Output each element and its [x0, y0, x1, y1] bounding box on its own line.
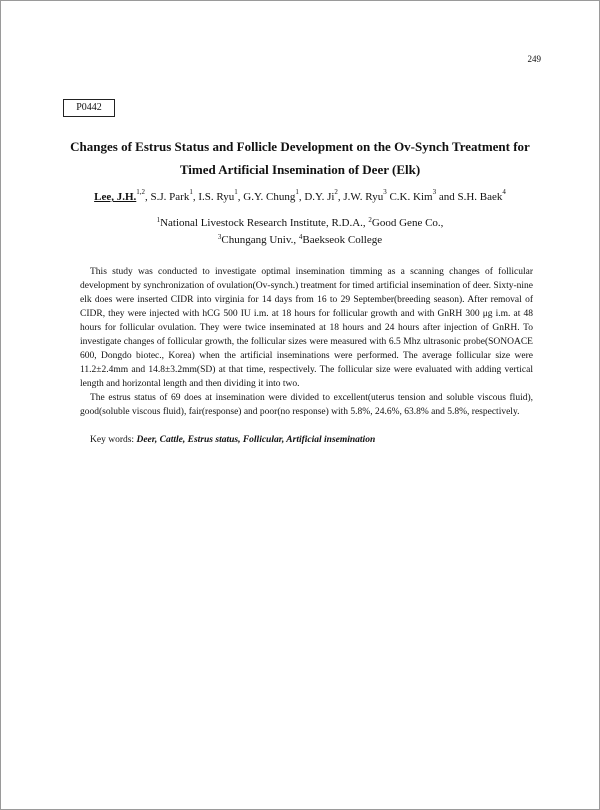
author-affiliation-mark: 3 [383, 188, 387, 196]
author-affiliation-mark: 1 [234, 188, 238, 196]
author-affiliation-mark: 2 [334, 188, 338, 196]
affiliation-text: Chungang Univ., [221, 234, 299, 246]
abstract-paragraph: This study was conducted to investigate optimal insemination timming as a scanning changes of follicular development by synchronization of ovulation(Ov-synch.) treatment for timed artificial insemination of deer. Sixty-nine elk does were inserted CIDR into virginia for 14 days from 16 to 29 September(breeding season). After removal of CIDR, they were injected with hCG 500 IU i.m. at 18 hours for follicular growth and with GnRH 300 μg i.m. at 48 hours for follicular ovulation. They were twice inseminated at 18 hours and 24 hours after injection of GnRH. To investigate changes of follicular growth, the follicular sizes were measured with 6.5 Mhz ultrasonic probe(SONOACE 600, Dongdo biotec., Korea) when the artificial inseminations were performed. The average follicular size were 11.2±2.4mm and 14.8±3.2mm(SD) at that time, respectively. The follicular size were evaluated with adding vertical length and horizontal length and then dividing it into two. [80, 267, 533, 389]
author-name: I.S. Ryu [198, 191, 235, 203]
affiliation-mark: 2 [368, 216, 372, 224]
affiliation-mark: 4 [298, 233, 303, 241]
author-name: S.H. Baek [457, 191, 503, 203]
author-affiliation-mark: 1 [295, 188, 299, 196]
author-name: D.Y. Ji [304, 191, 335, 203]
author-name: Lee, J.H. [94, 191, 137, 203]
affiliation-list [40, 215, 560, 249]
author-list: Lee, J.H.$^{1,2}$, S.J. Park$^1$, I.S. Ryu$^1$, G.Y. Chung$^1$, D.Y. Ji$^2$, J.W. Ryu$^3$ C.K. Kim$^3$ and S.H. Baek$^4$ [94, 188, 506, 203]
affiliation-text: Good Gene Co., [371, 217, 444, 229]
keywords-terms: Deer, Cattle, Estrus status, Follicular, Artificial insemination [136, 435, 376, 445]
author-conjunction: and [438, 191, 455, 203]
affiliation-text: National Livestock Research Institute, R.D.A., [160, 217, 369, 229]
affiliation-mark: 3 [217, 233, 222, 241]
author-name: G.Y. Chung [243, 191, 296, 203]
affiliation-line-2 [40, 232, 560, 249]
author-name: J.W. Ryu [343, 191, 384, 203]
abstract-body [80, 265, 533, 419]
affiliation-mark: 1 [156, 216, 161, 224]
author-affiliation-mark: 1,2 [136, 188, 146, 196]
author-affiliation-mark: 3 [432, 188, 437, 196]
paper-title [40, 135, 560, 181]
affiliation-text: Baekseok College [302, 234, 383, 246]
author-name: C.K. Kim [389, 191, 433, 203]
page-number: 249 [527, 54, 541, 64]
title-line-2: Timed Artificial Insemination of Deer (Elk) [179, 162, 421, 177]
author-affiliation-mark: 1 [189, 188, 193, 196]
keywords-line [80, 435, 533, 445]
abstract-paragraph: The estrus status of 69 does at insemination were divided to excellent(uterus tension and soluble viscous fluid), good(soluble viscous fluid), fair(response) and poor(no response) with 5.8%, 24.6%, 63.8% and 5.8%, respectively. [80, 393, 533, 417]
author-name: S.J. Park [150, 191, 190, 203]
title-line-1: Changes of Estrus Status and Follicle Development on the Ov-Synch Treatment for [70, 139, 530, 154]
author-affiliation-mark: 4 [502, 188, 506, 196]
affiliation-line-1 [40, 215, 560, 232]
abstract-id-box: P0442 [63, 99, 115, 117]
keywords-label: Key words: [90, 435, 137, 445]
